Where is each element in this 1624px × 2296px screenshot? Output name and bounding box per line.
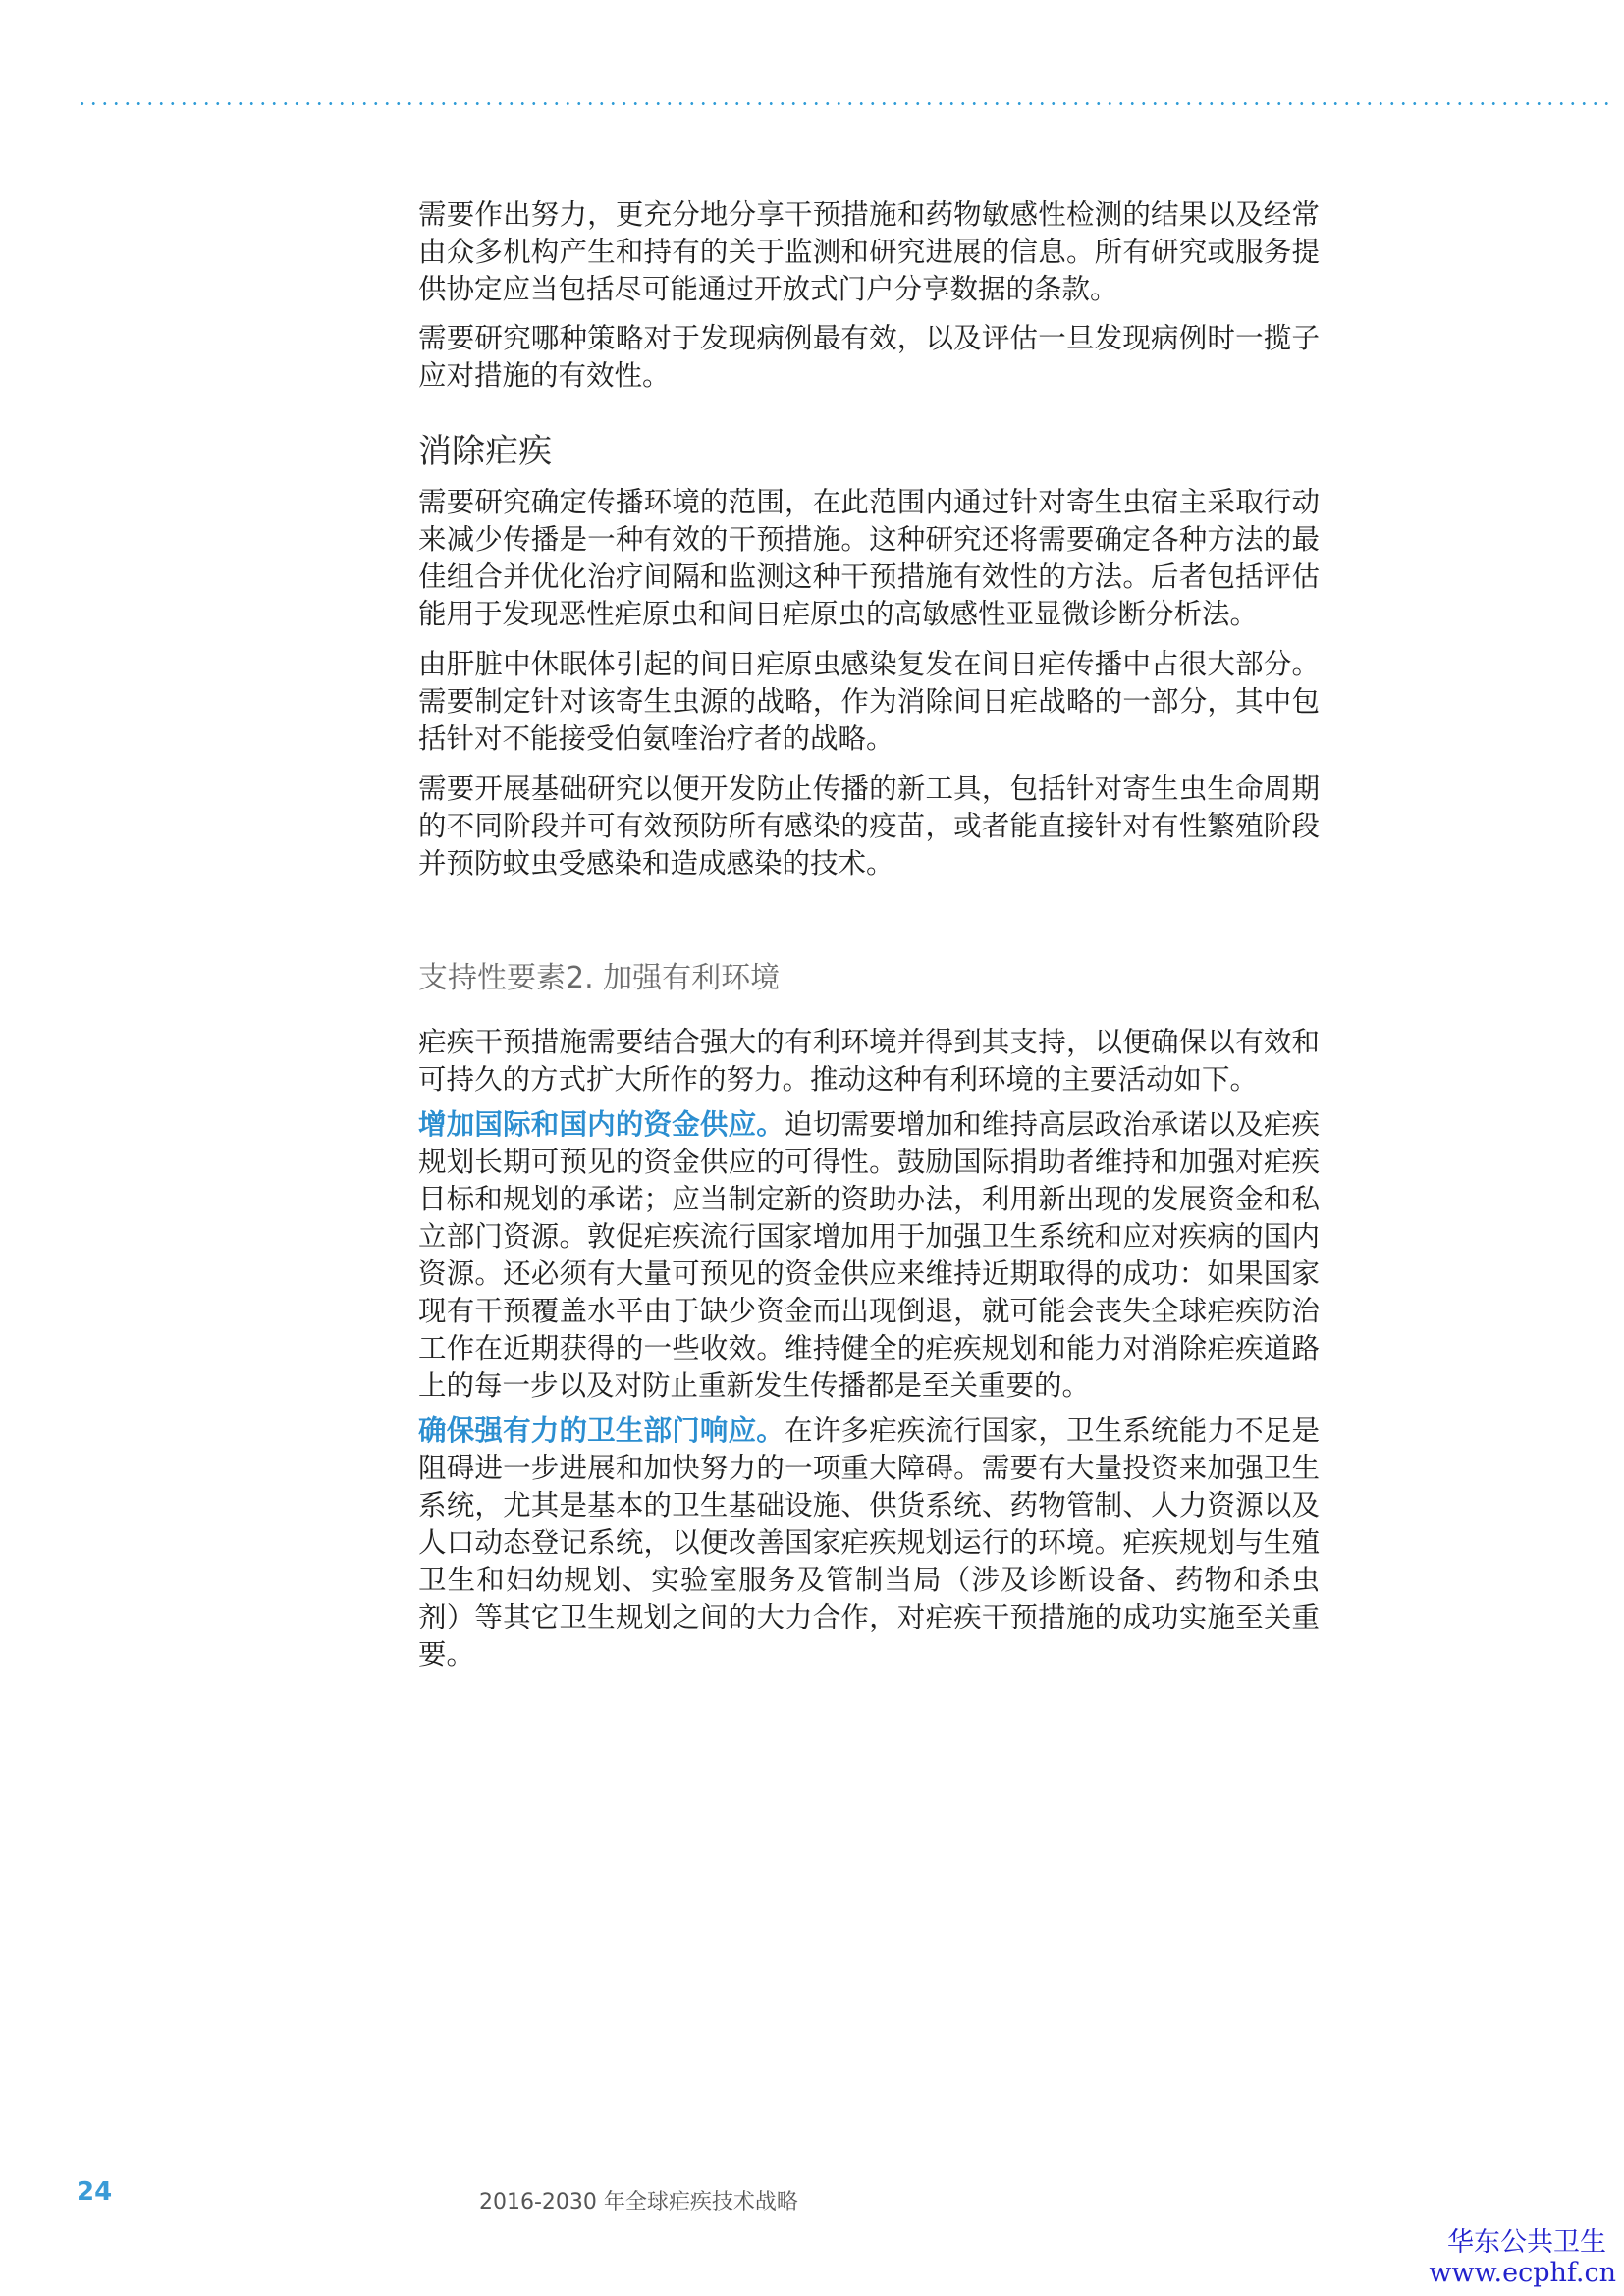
- paragraph-basic-research: 需要开展基础研究以便开发防止传播的新工具，包括针对寄生虫生命周期的不同阶段并可有效预防所有感染的疫苗，或者能直接针对有性繁殖阶段并预防蚊虫受感染和造成感染的技术。: [418, 773, 1320, 880]
- dotted-header-rule: [77, 102, 1608, 105]
- watermark-url: www.ecphf.cn: [1429, 2258, 1616, 2288]
- text-financing: 迫切需要增加和维持高层政治承诺以及疟疾规划长期可预见的资金供应的可得性。鼓励国际捐助者维持和加强对疟疾目标和规划的承诺；应当制定新的资助办法，利用新出现的发展资金和私立部门资源。敦促疟疾流行国家增加用于加强卫生系统和应对疾病的国内资源。还必须有大量可预见的资金供应来维持近期取得的成功：如果国家现有干预覆盖水平由于缺少资金而出现倒退，就可能会丧失全球疟疾防治工作在近期获得的一些收效。维持健全的疟疾规划和能力对消除疟疾道路上的每一步以及对防止重新发生传播都是至关重要的。: [418, 1108, 1320, 1402]
- paragraph-case-detection: 需要研究哪种策略对于发现病例最有效，以及评估一旦发现病例时一揽子应对措施的有效性。: [418, 322, 1320, 392]
- section-heading-elimination: 消除疟疾: [418, 432, 552, 471]
- page-number: 24: [77, 2177, 113, 2207]
- lead-health-sector: 确保强有力的卫生部门响应。: [418, 1415, 785, 1447]
- paragraph-enabling-environment-intro: 疟疾干预措施需要结合强大的有利环境并得到其支持，以便确保以有效和可持久的方式扩大所作的努力。推动这种有利环境的主要活动如下。: [418, 1026, 1320, 1095]
- paragraph-vivax-relapse: 由肝脏中休眠体引起的间日疟原虫感染复发在间日疟传播中占很大部分。需要制定针对该寄生虫源的战略，作为消除间日疟战略的一部分，其中包括针对不能接受伯氨喹治疗者的战略。: [418, 648, 1320, 755]
- lead-financing: 增加国际和国内的资金供应。: [418, 1108, 785, 1141]
- paragraph-health-sector: [418, 1413, 1320, 1674]
- section-heading-supporting-element-2: 支持性要素2. 加强有利环境: [418, 961, 781, 995]
- paragraph-data-sharing: 需要作出努力，更充分地分享干预措施和药物敏感性检测的结果以及经常由众多机构产生和持有的关于监测和研究进展的信息。所有研究或服务提供协定应当包括尽可能通过开放式门户分享数据的条款。: [418, 198, 1320, 305]
- main-content: [418, 196, 1320, 1674]
- paragraph-financing: [418, 1106, 1320, 1405]
- paragraph-transmission-settings: 需要研究确定传播环境的范围，在此范围内通过针对寄生虫宿主采取行动来减少传播是一种有效的干预措施。这种研究还将需要确定各种方法的最佳组合并优化治疗间隔和监测这种干预措施有效性的方法。后者包括评估能用于发现恶性疟原虫和间日疟原虫的高敏感性亚显微诊断分析法。: [418, 486, 1320, 630]
- watermark-name: 华东公共卫生: [1447, 2227, 1606, 2258]
- running-title: 2016-2030 年全球疟疾技术战略: [479, 2190, 798, 2215]
- text-health-sector: 在许多疟疾流行国家，卫生系统能力不足是阻碍进一步进展和加快努力的一项重大障碍。需要有大量投资来加强卫生系统，尤其是基本的卫生基础设施、供货系统、药物管制、人力资源以及人口动态登记系统，以便改善国家疟疾规划运行的环境。疟疾规划与生殖卫生和妇幼规划、实验室服务及管制当局（涉及诊断设备、药物和杀虫剂）等其它卫生规划之间的大力合作，对疟疾干预措施的成功实施至关重要。: [418, 1415, 1320, 1671]
